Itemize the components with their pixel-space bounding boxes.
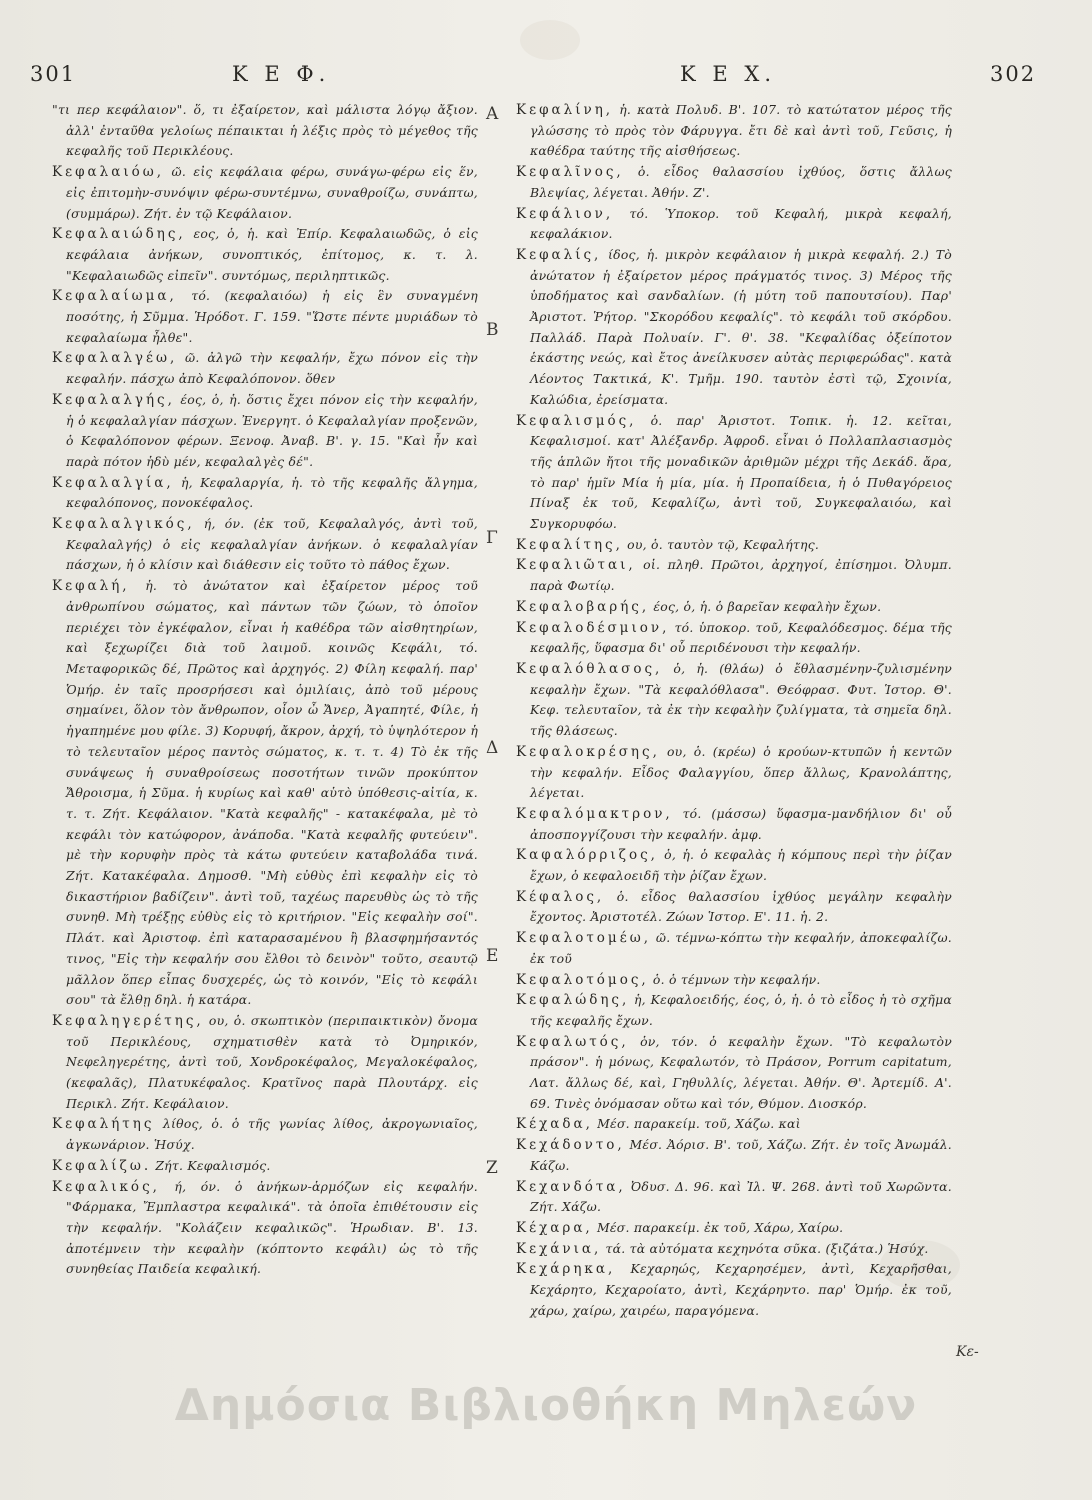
entry-headword: Κέχαρα, <box>516 1219 593 1236</box>
entry-headword: Καφαλόρριζος, <box>516 847 658 864</box>
section-marker: Α <box>486 104 499 124</box>
entry-headword: Κεχανδότα, <box>516 1178 626 1195</box>
entry-definition: ἡ, Κεφαλαργία, ἡ. τὸ τῆς κεφαλῆς ἄλγημα, κεφαλόπονος, πονοκέφαλος. <box>66 474 478 511</box>
entry-definition: εος, ὁ, ἡ. καὶ Ἐπίρ. Κεφαλαιωδῶς, ὁ εἰς κεφάλαια ἀνήκων, συνοπτικός, ἐπίτομος, κ. τ. λ. "Κεφαλαιωδῶς εἰπεῖν". συντόμως, περιληπτικῶς. <box>66 226 478 283</box>
entry-definition: ῶ. τέμνω-κόπτω τὴν κεφαλήν, ἀποκεφαλίζω. ἐκ τοῦ <box>530 930 952 966</box>
dictionary-entry <box>516 1114 952 1135</box>
dictionary-entry <box>52 162 478 224</box>
dictionary-entry <box>516 162 952 203</box>
running-head-left: Κ Ε Φ. <box>232 62 331 86</box>
section-marker: Ε <box>486 946 499 966</box>
entry-headword: Κεφαλαλγέω, <box>52 350 178 367</box>
entry-definition: Μέσ. παρακείμ. τοῦ, Χάζω. καὶ <box>597 1116 801 1132</box>
dictionary-entry <box>516 1177 952 1218</box>
entry-headword: Κέφαλος, <box>516 888 605 905</box>
entry-definition: τό. (μάσσω) ὕφασμα-μανδήλιον δι' οὗ ἀποσπογγίζουσι τὴν κεφαλήν. ἀμφ. <box>530 805 952 842</box>
dictionary-entry <box>516 845 952 886</box>
entry-headword: Κεφαλόθλασος, <box>516 660 663 677</box>
entry-headword: Κεφαληγερέτης, <box>52 1012 204 1029</box>
dictionary-entry <box>516 555 952 596</box>
entry-headword: Κεφαλώδης, <box>516 992 630 1009</box>
dictionary-entry <box>52 348 478 389</box>
dictionary-entry <box>52 1114 478 1155</box>
dictionary-entry <box>52 1011 478 1115</box>
entry-definition: Κεχαρηώς, Κεχαρησέμεν, ἀντὶ, Κεχαρῆσθαι, Κεχάρητο, Κεχαροίατο, ἀντὶ, Κεχάρηντο. παρ' Ὁμήρ. ἐκ τοῦ, χάρω, χαίρω, χαιρέω, παραγόμενα. <box>530 1261 952 1318</box>
entry-definition: Μέσ. παρακείμ. ἐκ τοῦ, Χάρω, Χαίρω. <box>596 1219 844 1235</box>
entry-headword: Κεφάλιον, <box>516 205 614 222</box>
entry-headword: Κεχάνια, <box>516 1240 602 1257</box>
entry-headword: Κεφαλοδέσμιον, <box>516 619 670 636</box>
dictionary-entry <box>52 1177 478 1281</box>
page-number-right: 302 <box>990 62 1037 86</box>
entry-definition: έος, ὁ, ἡ. ὅστις ἔχει πόνον εἰς τὴν κεφαλήν, ἡ ὁ κεφαλαλγίαν πάσχων. Ἐνεργητ. ὁ Κεφαλαλγίαν προξενῶν, ὁ Κεφαλόπονον φέρων. Ξενοφ. Ἀναβ. Β'. γ. 15. "Καὶ ἦν καὶ παρὰ πότον ἡδὺ μέν, κεφαλαλγὲς δέ". <box>66 391 478 469</box>
entry-headword: Κεφαλαιώδης, <box>52 226 186 243</box>
entry-definition: ὁ. εἶδος θαλασσίου ἰχθύος, ὅστις ἄλλως Βλεψίας, λέγεται. Ἀθήν. Ζ'. <box>530 164 952 200</box>
page-header <box>0 62 1092 92</box>
dictionary-entry <box>516 1135 952 1176</box>
entry-headword: Κεφαλαλγής, <box>52 391 175 408</box>
entry-headword: Κεφαλοτόμος, <box>516 971 649 988</box>
entry-definition: ὁ. εἶδος θαλασσίου ἰχθύος μεγάλην κεφαλὴν ἔχοντος. Ἀριστοτέλ. Ζώων Ἱστορ. Ε'. 11. ἡ. 2. <box>530 888 952 925</box>
entry-definition: ὁ, ἡ. (θλάω) ὁ ἔθλασμένην-ζυλισμένην κεφαλὴν ἔχων. "Τὰ κεφαλόθλασα". Θεόφρασ. Φυτ. Ἱστορ. Θ'. Κεφ. τελευταῖον, τὰ ἐκ τὴν κεφαλὴν ζυλίγματα, τὰ σημεῖα δηλ. τῆς θλάσεως. <box>530 660 952 739</box>
entry-definition: τό. (κεφαλαιόω) ἡ εἰς ἓν συναγμένη ποσότης, ἡ Σῦμμα. Ἡρόδοτ. Γ. 159. "Ὥστε πέντε μυριάδων τὸ κεφαλαίωμα ἦλθε". <box>66 288 478 345</box>
entry-headword: Κέχαδα, <box>516 1116 593 1133</box>
page-number-left: 301 <box>30 62 77 86</box>
entry-definition: Ζήτ. Κεφαλισμός. <box>155 1157 271 1173</box>
entry-definition: ἡ. τὸ ἀνώτατον καὶ ἐξαίρετον μέρος τοῦ ἀνθρωπίνου σώματος, καὶ πάντων τῶν ζώων, τὸ ὁποῖον περιέχει τὸν ἐγκέφαλον, εἶναι ἡ καθέδρα τῶν αἰσθητηρίων, καὶ ξεχωρίζει διὰ τοῦ λαιμοῦ. κοινῶς Κεφάλι, τό. Μεταφορικῶς δέ, Πρῶτος καὶ ἀρχηγός. 2) Φίλη κεφαλή. παρ' Ὁμήρ. ἐν ταῖς προσρήσεσι καὶ ὁμιλίαις, ἀπὸ τοῦ μέρους σημαίνει, ὅλον τὸν ἄνθρωπον, οἷον ὦ Ἄνερ, Ἀγαπητέ, Φίλε, ἡ ἠγαπημένε μου φίλε. 3) Κορυφή, ἄκρον, ἀρχή, τὸ ὑψηλότερον ἡ τὸ τελευταῖον μέρος παντὸς σώματος, κ. τ. τ. 4) Τὸ ἐκ τῆς συνάψεως ἡ συναθροίσεως ποσοτήτων τινῶν προκύπτον Ἄθροισμα, ἡ Σῦμα. ἡ κυρίως καὶ καθ' αὑτὸ ὑπόθεσις-αἰτία, κ. τ. τ. Ζήτ. Κεφάλαιον. "Κατὰ κεφαλῆς" - κατακέφαλα, μὲ τὸ κεφάλι τὸν κατώφορον, ἀνάποδα. "Κατὰ κεφαλῆς φυτεύειν". μὲ τὴν κορυφὴν πρὸς τὰ κάτω φυτεύειν καταβολάδα τινά. Ζήτ. Κατακέφαλα. Δημοσθ. "Μὴ εὐθὺς ἐπὶ κεφαλὴν εἰς τὸ δικαστήριον βαδίζειν". ἀντὶ τοῦ, ταχέως παρευθὺς ὡς τὸ τῆς συνηθ. Μὴ τρέξῃς εὐθὺς εἰς τὸ κριτήριον. "Εἰς κεφαλὴν σοί". Πλάτ. καὶ Ἀριστοφ. ἐπὶ καταρασαμένου ἢ βλασφημήσαντός τινος, "Εἰς τὴν κεφαλήν σου ἔλθοι τὸ δεινὸν" τοῦτο, σεαυτῷ μᾶλλον ὅπερ εἶπας δυσχερές, ὡς τὸ κοινόν, "Εἰς τὸ κεφάλι σου" τὰ ἔλθῃ δηλ. ἡ κατάρα. <box>66 578 478 1008</box>
entry-definition: Μέσ. Ἀόρισ. Β'. τοῦ, Χάζω. Ζήτ. ἐν τοῖς Ἀνωμάλ. Κάζω. <box>530 1137 952 1173</box>
entry-headword: Κεφαλαλγικός, <box>52 516 195 533</box>
entry-headword: Κεφαλικός, <box>52 1178 160 1195</box>
dictionary-entry <box>516 618 952 659</box>
dictionary-entry <box>52 286 478 348</box>
entry-definition: ἡ. κατὰ Πολυδ. Β'. 107. τὸ κατώτατον μέρος τῆς γλώσσης τὸ πρὸς τὸν Φάρυγγα. ἔτι δὲ καὶ ἀντὶ τοῦ, Γεῦσις, ἡ καθέδρα ταύτης τῆς αἰσθήσεως. <box>530 102 952 159</box>
entry-headword: Κεφαλοκρέσης, <box>516 743 660 760</box>
running-head-right: Κ Ε Χ. <box>680 62 776 86</box>
dictionary-entry <box>516 204 952 245</box>
entry-definition: ου, ὁ. ταυτὸν τῷ, Κεφαλήτης. <box>627 536 820 552</box>
entry-definition: τό. Ὑποκορ. τοῦ Κεφαλή, μικρὰ κεφαλή, κεφαλάκιον. <box>530 205 952 242</box>
section-marker: Ζ <box>486 1158 498 1178</box>
entry-definition: ου, ὁ. σκωπτικὸν (περιπαικτικὸν) ὄνομα τοῦ Περικλέους, σχηματισθὲν κατὰ τὸ Ὀμηρικόν, Νεφεληγερέτης, ἀντὶ τοῦ, Χονδροκέφαλος, Μεγαλοκέφαλος, (κεφαλᾶς), Πλατυκέφαλος. Κρατῖνος παρὰ Πλουτάρχ. εἰς Περικλ. Ζήτ. Κεφάλαιον. <box>66 1012 478 1111</box>
entry-headword: Κεφαλαίωμα, <box>52 288 177 305</box>
section-marker: Δ <box>486 738 499 758</box>
entry-definition: Ὀδυσ. Δ. 96. καὶ Ἰλ. Ψ. 268. ἀντὶ τοῦ Χωρῶντα. Ζήτ. Χάζω. <box>530 1178 952 1215</box>
dictionary-entry <box>516 411 952 535</box>
entry-headword: Κεφαλίνη, <box>516 102 614 118</box>
entry-definition: ὁν, τόν. ὁ κεφαλὴν ἔχων. "Τὸ κεφαλωτὸν πράσον". ἡ μόνως, Κεφαλωτόν, τὸ Πράσον, Porrum capitatum, Λατ. ἄλλως δέ, καὶ, Γηθυλλίς, λέγεται. Ἀθήν. Θ'. Ἀρτεμίδ. Α'. 69. Τινὲς ὀνόμασαν οὕτω καὶ τόν, Θύμον. Διοσκόρ. <box>530 1033 952 1111</box>
dictionary-entry <box>516 597 952 618</box>
entry-headword: Κεφαλήτης <box>52 1116 155 1133</box>
library-watermark: Δημόσια Βιβλιοθήκη Μηλεών <box>174 1380 918 1431</box>
entry-definition: ή, όν. ὁ ἀνήκων-ἁρμόζων εἰς κεφαλήν. "Φάρμακα, Ἔμπλαστρα κεφαλικά". τὰ ὁποῖα ἐπιθέτουσιν εἰς τὴν κεφαλήν. "Κολάζειν κεφαλικῶς". Ἡρωδιαν. Β'. 13. ἀποτέμνειν τὴν κεφαλὴν (κόπτοντο κεφάλι) ὡς τὸ τῆς συνηθείας Παιδεία κεφαλική. <box>66 1178 478 1277</box>
entry-headword: Κεχάρηκα, <box>516 1261 616 1278</box>
dictionary-entry <box>516 1032 952 1115</box>
entry-headword: Κεφαλισμός, <box>516 412 637 429</box>
entry-definition: ίδος, ἡ. μικρὸν κεφάλαιον ἡ μικρὰ κεφαλή. 2.) Τὸ ἀνώτατον ἡ ἐξαίρετον μέρος πράγματός τινος. 3) Μέρος τῆς ὑποδήματος καὶ σανδαλίων. (ἡ μύτη τοῦ παπουτσίου). Παρ' Ἀριστοτ. Ῥήτορ. "Σκορόδου κεφαλίς". τὸ κεφάλι τοῦ σκόρδου. Παλλάδ. Παρὰ Πολυαίν. Γ'. θ'. 38. "Κεφαλίδας ὀξείποτον ἑκάστης νεώς, καὶ ἔτος ἀνείλκυσεν αὐτὰς περιφερώδας". κατὰ Λέοντος Τακτικά, Κ'. Τμῆμ. 190. ταυτὸν ἐστὶ τῷ, Σχοινία, Καλώδια, ἐρείσματα. <box>530 246 952 407</box>
dictionary-entry <box>52 224 478 286</box>
dictionary-entry <box>516 659 952 742</box>
dictionary-entry <box>52 473 478 514</box>
entry-headword: Κεφαλωτός, <box>516 1033 629 1050</box>
entry-definition: λίθος, ὁ. ὁ τῆς γωνίας λίθος, ἀκρογωνιαῖος, ἀγκωνάριον. Ἡσύχ. <box>66 1116 478 1153</box>
entry-definition: έος, ὁ, ἡ. ὁ βαρεῖαν κεφαλὴν ἔχων. <box>653 598 882 614</box>
entry-definition: ὁ. ὁ τέμνων τὴν κεφαλήν. <box>652 971 821 987</box>
dictionary-entry <box>516 742 952 804</box>
section-marker: Β <box>486 320 499 340</box>
dictionary-entry <box>52 390 478 473</box>
entry-definition: ῶ. εἰς κεφάλαια φέρω, συνάγω-φέρω εἰς ἕν, εἰς ἐπιτομὴν-συνόψιν φέρω-συντέμνω, συναθροίζω, συνάπτω, (συμμάρω). Ζήτ. ἐν τῷ Κεφάλαιον. <box>66 164 478 221</box>
entry-definition: οἱ. πληθ. Πρῶτοι, ἀρχηγοί, ἐπίσημοι. Ὀλυμπ. παρὰ Φωτίῳ. <box>530 557 952 594</box>
right-column <box>516 100 952 1390</box>
entry-definition: τό. ὑποκορ. τοῦ, Κεφαλόδεσμος. δέμα τῆς κεφαλῆς, ὕφασμα δι' οὗ περιδένουσι τὴν κεφαλήν. <box>530 619 952 656</box>
dictionary-entry <box>516 1239 952 1260</box>
dictionary-entry <box>516 990 952 1031</box>
dictionary-entry <box>516 1218 952 1239</box>
entry-headword: Κεφαλιῶται, <box>516 557 636 574</box>
entry-definition: ου, ὁ. (κρέω) ὁ κρούων-κτυπῶν ἡ κεντῶν τὴν κεφαλήν. Εἶδος Φαλαγγίου, ὅπερ ἄλλως, Κρανολάπτης, λέγεται. <box>530 743 952 801</box>
entry-headword: Κεφαλίζω. <box>52 1157 152 1174</box>
entry-headword: Κεφαλοτομέω, <box>516 930 651 947</box>
entry-definition: ὁ. παρ' Ἀριστοτ. Τοπικ. ἡ. 12. κεῖται, Κεφαλισμοί. κατ' Ἀλέξανδρ. Ἀφροδ. εἶναι ὁ Πολλαπλασιασμὸς τῆς ἁπλῶν ἤτοι τῆς μοναδικῶν ἀριθμῶν μέχρι τῆς Δεκάδ. ἄρα, τὸ παρ' ἡμῖν Μία ἡ μία, μία. ἡ Προπαίδεια, ἡ ὁ Πυθαγόρειος Πίναξ ἐκ τοῦ, Κεφαλίζω, ἀντὶ τοῦ, Συγκεφαλαιόω, καὶ Συγκορυφόω. <box>530 412 952 532</box>
dictionary-entry <box>516 804 952 845</box>
dictionary-entry <box>52 514 478 576</box>
entry-headword: Κεχάδοντο, <box>516 1137 625 1154</box>
paper-stain <box>520 20 580 60</box>
entry-definition: τά. τὰ αὐτόματα κεχηνότα σῦκα. (ξιζάτα.) Ἡσύχ. <box>605 1240 929 1256</box>
entry-definition: ἡ, Κεφαλοειδής, έος, ὁ, ἡ. ὁ τὸ εἶδος ἡ τὸ σχῆμα τῆς κεφαλῆς ἔχων. <box>530 992 952 1028</box>
dictionary-entry <box>52 100 478 162</box>
entry-headword: Κεφαλίτης, <box>516 536 623 553</box>
dictionary-entry <box>516 100 952 162</box>
entry-headword: Κεφαλαλγία, <box>52 474 174 491</box>
entry-headword: Κεφαλίς, <box>516 246 602 263</box>
dictionary-entry <box>516 887 952 928</box>
entry-headword: Κεφαλαιόω, <box>52 164 165 181</box>
dictionary-entry <box>516 535 952 556</box>
entry-headword: Κεφαλόμακτρον, <box>516 805 673 822</box>
dictionary-entry <box>52 576 478 1011</box>
entry-headword: Κεφαλή, <box>52 578 130 595</box>
dictionary-entry <box>516 1259 952 1321</box>
entry-definition: ῶ. ἀλγῶ τὴν κεφαλήν, ἔχω πόνον εἰς τὴν κεφαλήν. πάσχω ἀπὸ Κεφαλόπονον. ὅθεν <box>66 350 478 387</box>
dictionary-entry <box>516 245 952 411</box>
catchword: Κε- <box>956 1344 979 1360</box>
section-marker: Γ <box>486 528 498 548</box>
entry-headword: Κεφαλοβαρής, <box>516 598 650 615</box>
left-column <box>52 100 478 1400</box>
entry-definition: ή, όν. (ἐκ τοῦ, Κεφαλαλγός, ἀντὶ τοῦ, Κεφαλαλγής) ὁ εἰς κεφαλαλγίαν ἀνήκων. ὁ κεφαλαλγίαν πάσχων, ἡ ὁ κλίσιν καὶ διάθεσιν εἰς τοῦτο τὸ πάθος ἔχων. <box>66 516 478 573</box>
dictionary-entry <box>516 928 952 969</box>
dictionary-entry <box>52 1156 478 1177</box>
entry-definition: ὁ, ἡ. ὁ κεφαλὰς ἡ κόμπους περὶ τὴν ῥίζαν ἔχων, ὁ κεφαλοειδῆ τὴν ῥίζαν ἔχων. <box>530 847 952 884</box>
entry-definition: "τι περ κεφάλαιον". ὅ, τι ἐξαίρετον, καὶ μάλιστα λόγῳ ἄξιον. ἀλλ' ἐνταῦθα γελοίως πέπαικται ἡ λέξις πρὸς τὸ μέγεθος τῆς κεφαλῆς τοῦ Περικλέους. <box>52 102 478 159</box>
entry-headword: Κεφαλῖνος, <box>516 164 624 181</box>
dictionary-entry <box>516 970 952 991</box>
